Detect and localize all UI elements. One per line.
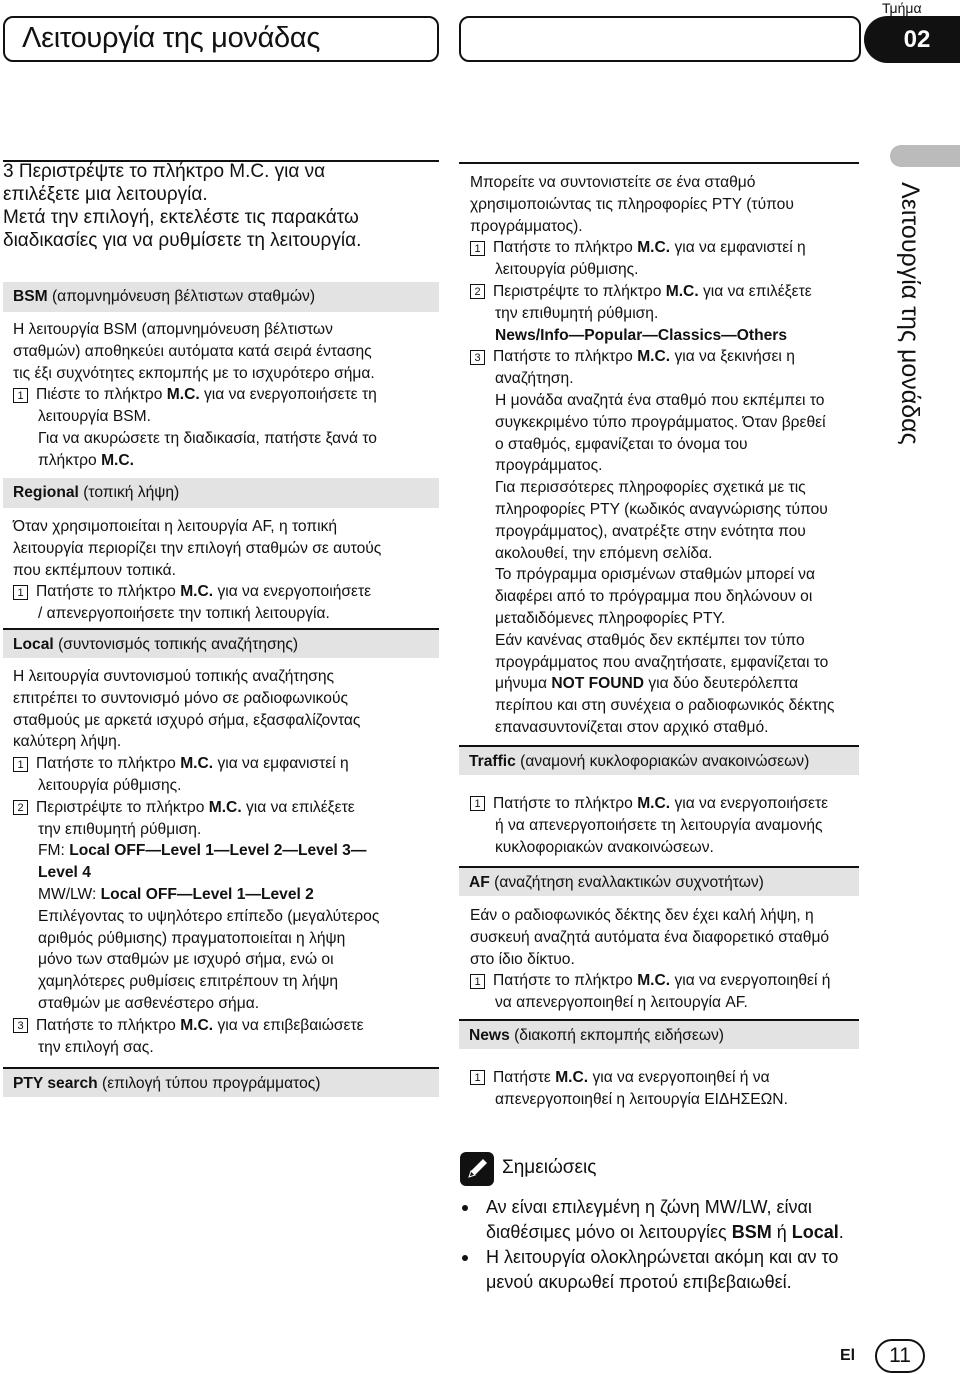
text-line: Πατήστε το πλήκτρο (493, 239, 638, 257)
text-line: M.C. (166, 386, 200, 404)
regional-section-bar (3, 478, 439, 508)
text-line: Επιλέγοντας το υψηλότερο επίπεδο (μεγαλύτερος (38, 907, 380, 925)
text-line: για να ενεργοποιηθεί ή να (588, 1069, 770, 1086)
text-line: για να επιλέξετε (698, 282, 812, 300)
text-line: επιτρέπει το συντονισμό μόνο σε ραδιοφωνικούς (13, 689, 348, 707)
text-line: . (838, 1222, 844, 1242)
af-text (470, 905, 830, 1014)
text-line: τις έξι συχνότητες εκπομπής με το ισχυρότερο σήμα. (13, 364, 375, 382)
text-line: BSM (13, 288, 48, 305)
text-segment (470, 673, 834, 695)
text-line: Εάν κανένας σταθμός δεν εκπέμπει τον τύπο (495, 631, 805, 649)
text-line: ή να απενεργοποιήσετε τη λειτουργία αναμονής (495, 816, 823, 834)
step-heading (3, 160, 361, 252)
text-line: Η μονάδα αναζητά ένα σταθμό που εκπέμπει το (495, 391, 825, 409)
text-line: για δύο δευτερόλεπτα (644, 675, 799, 693)
text-line: για να εμφανιστεί η (670, 239, 806, 257)
side-title: Λειτουργία της μονάδας (896, 182, 924, 445)
side-tab-bar (890, 145, 960, 167)
text-line: Regional (13, 484, 79, 501)
text-line: Η λειτουργία συντονισμού τοπικής αναζήτησης (13, 668, 335, 685)
text-line: μήνυμα (495, 675, 552, 693)
text-line: για να ενεργοποιήσετε (213, 583, 372, 601)
list-item (462, 1195, 844, 1220)
text-line: Όταν χρησιμοποιείται η λειτουργία AF, η τοπική (13, 518, 338, 535)
notes-title: Σημειώσεις (502, 1157, 597, 1178)
text-line: συγκεκριμένο τύπο προγράμματος. Όταν βρεθεί (495, 413, 826, 431)
text-line: περίπου και στη συνέχεια ο ραδιοφωνικός δέκτης (495, 697, 835, 715)
text-line: M.C. (555, 1069, 589, 1086)
text-line: (απομνημόνευση βέλτιστων σταθμών) (47, 288, 316, 305)
text-segment (470, 237, 834, 259)
text-line: Πατήστε το πλήκτρο (36, 583, 181, 601)
text-line: για να εμφανιστεί η (213, 755, 349, 773)
section-number: 02 (864, 16, 960, 63)
local-section-bar (3, 628, 439, 658)
text-segment (470, 325, 834, 347)
text-line: M.C. (665, 282, 699, 300)
text-line: προγράμματος που αναζητήσατε, εμφανίζεται το (495, 653, 829, 671)
text-line: χαμηλότερες ρυθμίσεις επιτρέπουν τη λήψη (38, 973, 339, 991)
text-line: FM: (38, 842, 70, 860)
page-number: 11 (875, 1339, 925, 1373)
text-line: λειτουργία BSM. (38, 408, 151, 426)
text-segment (13, 581, 381, 603)
text-line: πλήκτρο (38, 451, 102, 469)
text-line: Local OFF—Level 1—Level 2—Level 3— (69, 842, 367, 860)
news-section-bar (459, 1019, 859, 1049)
step-number-badge: 2 (13, 800, 28, 815)
text-line: Πατήστε το πλήκτρο (36, 755, 181, 773)
text-line: Πατήστε το πλήκτρο (493, 972, 638, 990)
text-line: Η λειτουργία BSM (απομνημόνευση βέλτιστων (13, 321, 333, 338)
text-line: Πατήστε (493, 1069, 556, 1086)
text-line: (αναζήτηση εναλλακτικών συχνοτήτων) (489, 874, 764, 891)
text-line: News (469, 1027, 510, 1044)
text-line: PTY search (13, 1075, 98, 1092)
text-line: αναζήτηση. (495, 370, 574, 388)
text-line: / απενεργοποιήσετε την τοπική λειτουργία. (38, 605, 330, 623)
text-line: ή (771, 1222, 792, 1242)
text-line: την επιθυμητή ρύθμιση. (38, 820, 202, 838)
text-segment (13, 753, 379, 775)
step-number-badge: 3 (470, 350, 485, 365)
text-line: συσκευή αναζητά αυτόματα ένα διαφορετικό σταθμό (470, 928, 830, 946)
language-code: El (840, 1347, 856, 1364)
text-line: (διακοπή εκπομπής ειδήσεων) (509, 1027, 724, 1044)
text-line: AF (469, 874, 490, 891)
text-line: αριθμός ρύθμισης) πραγματοποιείται η λήψη (38, 929, 346, 947)
step-line: επιλέξετε μια λειτουργία. (3, 184, 208, 205)
text-line: χρησιμοποιώντας τις πληροφορίες PTY (τύπου (470, 195, 794, 213)
text-line: απενεργοποιηθεί η λειτουργία ΕΙΔΗΣΕΩΝ. (495, 1090, 788, 1108)
step-number-badge: 3 (13, 1018, 28, 1033)
text-line: (επιλογή τύπου προγράμματος) (97, 1075, 321, 1092)
text-line: Μπορείτε να συντονιστείτε σε ένα σταθμό (470, 174, 756, 191)
text-line: M.C. (637, 348, 671, 366)
text-line: καλύτερη λήψη. (13, 733, 122, 751)
text-line: πληροφορίες PTY (κωδικός αναγνώρισης τύπου (495, 500, 828, 518)
text-line: M.C. (637, 972, 671, 990)
text-line: Πιέστε το πλήκτρο (36, 386, 167, 404)
text-line: διαφέρει από το πρόγραμμα που δηλώνουν οι (495, 588, 813, 606)
column-rule-right (459, 162, 859, 164)
text-line: ο σταθμός, εμφανίζεται το όνομα του (495, 435, 748, 453)
text-line: λειτουργία ρύθμισης. (495, 261, 639, 279)
news-text (470, 1067, 788, 1111)
bsm-section-bar (3, 282, 439, 312)
text-line: M.C. (637, 795, 671, 812)
text-line: προγράμματος), ανατρέξτε στην ενότητα που (495, 522, 806, 540)
text-line: την επιλογή σας. (38, 1038, 154, 1056)
header-blank-frame (459, 16, 861, 62)
text-line: μενού ακυρωθεί προτού επιβεβαιωθεί. (486, 1272, 792, 1292)
text-line: Traffic (469, 753, 516, 770)
text-line: News/Info—Popular—Classics—Others (495, 326, 788, 344)
text-line: στο ίδιο δίκτυο. (470, 950, 575, 968)
text-line: προγράμματος. (495, 457, 603, 475)
step-number-badge: 1 (13, 585, 28, 600)
text-line: Περιστρέψτε το πλήκτρο (493, 282, 666, 300)
text-line: μόνο των σταθμών με ισχυρό σήμα, ενώ οι (38, 951, 334, 969)
text-line: Local (13, 636, 54, 653)
step-number-badge: 1 (470, 974, 485, 989)
text-line: M.C. (180, 583, 214, 601)
text-line: M.C. (637, 239, 671, 257)
text-line: Το πρόγραμμα ορισμένων σταθμών μπορεί να (495, 566, 815, 584)
text-line: (τοπική λήψη) (78, 484, 180, 501)
text-line: διαθέσιμες μόνο οι λειτουργίες (486, 1222, 732, 1242)
step-line: διαδικασίες για να ρυθμίσετε τη λειτουργία. (3, 230, 362, 251)
text-segment (462, 1220, 844, 1245)
step-number-badge: 1 (470, 1070, 485, 1085)
traffic-text (470, 793, 828, 858)
text-line: να απενεργοποιηθεί η λειτουργία AF. (495, 994, 748, 1012)
text-segment (13, 797, 379, 819)
text-line: Περιστρέψτε το πλήκτρο (36, 798, 209, 816)
text-line: M.C. (101, 451, 134, 469)
text-line: Αν είναι επιλεγμένη η ζώνη MW/LW, είναι (486, 1197, 812, 1217)
af-section-bar (459, 866, 859, 896)
text-line: Για περισσότερες πληροφορίες σχετικά με τις (495, 479, 806, 497)
text-segment (460, 1152, 494, 1186)
text-line: M.C. (180, 755, 214, 773)
text-line: για να ενεργοποιηθεί ή (670, 972, 831, 990)
text-segment (13, 862, 379, 884)
text-line: Εάν ο ραδιοφωνικός δέκτης δεν έχει καλή λήψη, η (470, 907, 814, 924)
pty-section-bar (3, 1067, 439, 1097)
text-line: Πατήστε το πλήκτρο (36, 1016, 181, 1034)
text-line: NOT FOUND (551, 675, 645, 693)
local-text (13, 666, 379, 1058)
text-segment (13, 884, 379, 906)
text-line: για να επιλέξετε (241, 798, 355, 816)
section-label: Τμήμα (882, 0, 922, 16)
text-segment (13, 384, 377, 406)
text-line: λειτουργία περιορίζει την επιλογή σταθμών σε αυτούς (13, 539, 382, 557)
text-line: Πατήστε το πλήκτρο (493, 795, 638, 812)
text-segment (470, 970, 830, 992)
text-line: την επιθυμητή ρύθμιση. (495, 304, 659, 322)
step-line: Μετά την επιλογή, εκτελέστε τις παρακάτω (3, 207, 359, 228)
text-line: για να ενεργοποιήσετε τη (199, 386, 377, 404)
text-line: για να ξεκινήσει η (670, 348, 795, 366)
text-segment (13, 1015, 379, 1037)
text-segment (470, 793, 828, 815)
text-line: Local OFF—Level 1—Level 2 (100, 885, 314, 903)
step-number-badge: 1 (470, 796, 485, 811)
step-number-badge: 1 (13, 757, 28, 772)
text-line: σταθμών) αποθηκεύει αυτόματα κατά σειρά έντασης (13, 342, 372, 360)
traffic-section-bar (459, 745, 859, 775)
notes-list (462, 1195, 844, 1295)
bullet-icon (462, 1255, 468, 1261)
text-line: M.C. (180, 1016, 214, 1034)
text-line: MW/LW: (38, 885, 101, 903)
text-line: BSM (731, 1222, 772, 1242)
text-line: (συντονισμός τοπικής αναζήτησης) (53, 636, 299, 653)
text-line: προγράμματος). (470, 217, 583, 235)
bsm-text (13, 319, 377, 472)
text-line: M.C. (208, 798, 242, 816)
text-line: ακολουθεί, την επόμενη σελίδα. (495, 544, 713, 562)
text-line: σταθμούς με αρκετά ισχυρό σήμα, εξασφαλίζοντας (13, 711, 361, 729)
text-line: κυκλοφοριακών ανακοινώσεων. (495, 838, 714, 856)
text-line: μεταδιδόμενες πληροφορίες PTY. (495, 609, 726, 627)
text-segment (470, 281, 834, 303)
text-segment (470, 1067, 788, 1089)
text-line: που εκπέμπουν τοπικά. (13, 561, 176, 579)
text-line: σταθμών με ασθενέστερο σήμα. (38, 994, 260, 1012)
text-line: Local (791, 1222, 839, 1242)
list-item (462, 1245, 844, 1270)
notes-pencil-icon (460, 1152, 494, 1186)
text-line: για να επιβεβαιώσετε (213, 1016, 364, 1034)
text-line: για να ενεργοποιήσετε (670, 795, 829, 812)
text-line: Η λειτουργία ολοκληρώνεται ακόμη και αν το (486, 1247, 839, 1267)
text-segment (13, 840, 379, 862)
text-line: (αναμονή κυκλοφοριακών ανακοινώσεων) (515, 753, 810, 770)
text-line: Για να ακυρώσετε τη διαδικασία, πατήστε ξανά το (38, 429, 377, 447)
bullet-icon (462, 1205, 468, 1211)
pty-text (470, 172, 834, 739)
text-segment (13, 450, 377, 472)
text-line: επανασυντονίζεται στον αρχικό σταθμό. (495, 718, 769, 736)
step-number-badge: 1 (13, 388, 28, 403)
step-number-badge: 2 (470, 284, 485, 299)
page-title: Λειτουργία της μονάδας (22, 22, 321, 54)
regional-text (13, 516, 381, 625)
text-line: λειτουργία ρύθμισης. (38, 776, 182, 794)
step-line: 3 Περιστρέψτε το πλήκτρο M.C. για να (3, 161, 326, 182)
step-number-badge: 1 (470, 241, 485, 256)
text-line: Πατήστε το πλήκτρο (493, 348, 638, 366)
text-segment (470, 346, 834, 368)
text-line: Level 4 (38, 864, 91, 882)
